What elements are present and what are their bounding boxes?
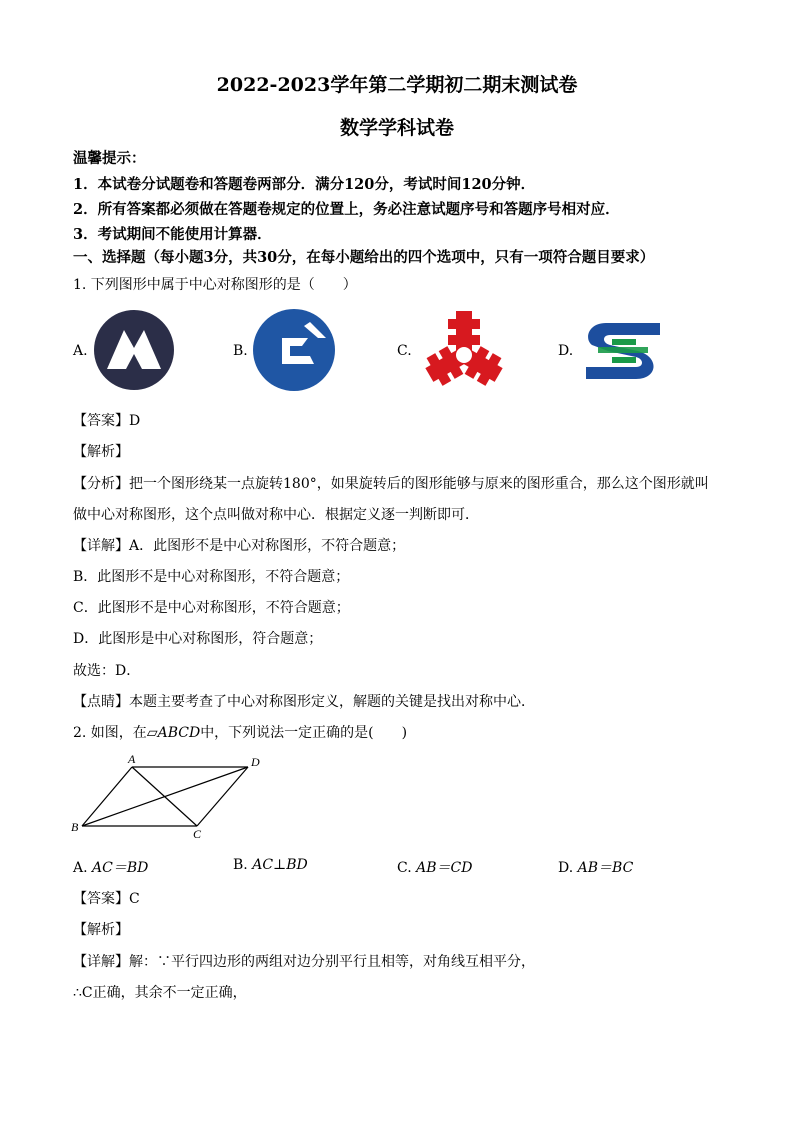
q1-detail-line: 【详解】A．此图形不是中心对称图形，不符合题意； bbox=[73, 538, 406, 554]
notice-heading: 温馨提示： bbox=[73, 150, 146, 167]
q2-stem-suffix: 中，下列说法一定正确的是( ) bbox=[200, 725, 408, 741]
notice-item: 2．所有答案都必须做在答题卷规定的位置上，务必注意试题序号和答题序号相对应． bbox=[73, 201, 620, 218]
point-c-label: C bbox=[193, 827, 202, 841]
q2-option-text: AC＝BD bbox=[92, 860, 149, 876]
point-b-label: B bbox=[71, 820, 79, 834]
bank-logo-icon bbox=[252, 308, 336, 392]
q2-option-letter: C. bbox=[397, 860, 417, 876]
q1-analysis-label: 【解析】 bbox=[73, 444, 129, 460]
notice-item: 3．考试期间不能使用计算器． bbox=[73, 226, 272, 243]
q2-detail-line1: 【详解】解：∵平行四边形的两组对边分别平行且相等，对角线互相平分， bbox=[73, 954, 535, 970]
s-logo-icon bbox=[578, 317, 670, 385]
q2-option-a bbox=[73, 857, 148, 877]
point-d-label: D bbox=[251, 755, 260, 769]
notice-item: 1．本试卷分试题卷和答题卷两部分．满分120分，考试时间120分钟． bbox=[73, 176, 536, 193]
q2-option-text: AC⊥BD bbox=[252, 857, 308, 873]
q2-answer: 【答案】C bbox=[73, 891, 140, 907]
q2-option-b bbox=[233, 857, 308, 873]
q2-stem-prefix: 2. 如图，在 bbox=[73, 725, 147, 741]
q2-detail-line2: ∴C正确，其余不一定正确， bbox=[73, 985, 247, 1001]
q1-option-a-label: A. bbox=[73, 343, 88, 359]
section-heading: 一、选择题（每小题3分，共30分，在每小题给出的四个选项中，只有一项符合题目要求） bbox=[73, 249, 655, 266]
parallelogram-figure bbox=[66, 750, 270, 842]
q1-fenxi-line1: 【分析】把一个图形绕某一点旋转180°，如果旋转后的图形能够与原来的图形重合，那么这个图形就叫 bbox=[73, 476, 709, 492]
page-subtitle: 数学学科试卷 bbox=[339, 117, 454, 139]
q1-detail-line: B．此图形不是中心对称图形，不符合题意； bbox=[73, 569, 350, 585]
point-a-label: A bbox=[128, 752, 136, 766]
q2-option-text: AB＝BC bbox=[577, 860, 634, 876]
q2-option-letter: D. bbox=[558, 860, 578, 876]
q1-dianjing: 【点睛】本题主要考查了中心对称图形定义，解题的关键是找出对称中心． bbox=[73, 694, 535, 710]
q2-option-text: AB＝CD bbox=[416, 860, 473, 876]
q2-option-letter: B. bbox=[233, 857, 253, 873]
q2-analysis-label: 【解析】 bbox=[73, 922, 129, 938]
q2-option-letter: A. bbox=[73, 860, 93, 876]
q2-option-d bbox=[558, 857, 633, 877]
q1-option-b-label: B. bbox=[233, 343, 248, 359]
question-1-stem: 1. 下列图形中属于中心对称图形的是（ ） bbox=[73, 277, 357, 293]
q2-stem-shape: ▱ABCD bbox=[146, 725, 201, 741]
q1-conclusion: 故选：D． bbox=[73, 663, 141, 679]
q1-detail-line: D．此图形是中心对称图形，符合题意； bbox=[73, 631, 323, 647]
metro-logo-icon bbox=[93, 309, 175, 391]
q1-option-c-label: C. bbox=[397, 343, 412, 359]
question-2-stem bbox=[73, 722, 407, 742]
q2-option-c bbox=[397, 857, 472, 877]
page-title: 2022-2023学年第二学期初二期末测试卷 bbox=[216, 74, 578, 96]
q1-answer: 【答案】D bbox=[73, 413, 141, 429]
q1-option-d-label: D. bbox=[558, 343, 574, 359]
q1-fenxi-line2: 做中心对称图形，这个点叫做对称中心．根据定义逐一判断即可． bbox=[73, 507, 479, 523]
q1-detail-line: C．此图形不是中心对称图形，不符合题意； bbox=[73, 600, 350, 616]
trefoil-logo-icon bbox=[415, 309, 513, 393]
